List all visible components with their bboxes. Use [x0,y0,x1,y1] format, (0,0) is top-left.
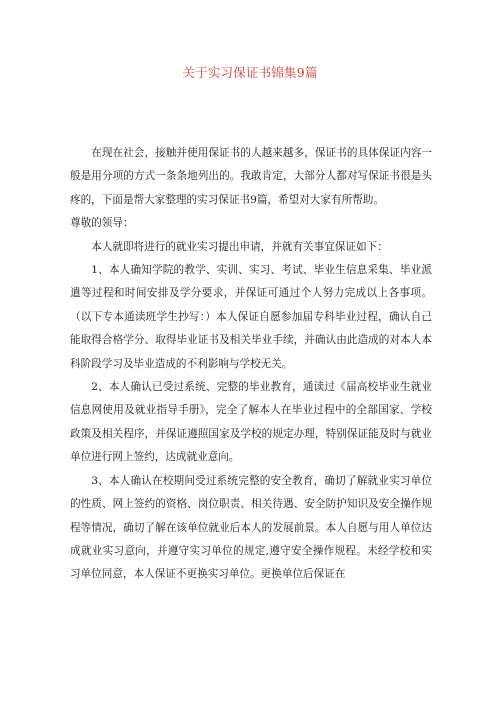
paragraph: 2、本人确认已受过系统、完整的毕业教育，通读过《届高校毕业生就业信息网使用及就业指导手册》，完全了解本人在毕业过程中的全部国家、学校政策及相关程序，并保证遵照国家及学校的规定办理，特别保证能及时与就业单位进行网上签约，达成就业意向。 [70,381,432,464]
paragraph: 本人就即将进行的就业实习提出申请，并就有关事宜保证如下： [91,240,388,253]
document-body [70,142,432,587]
document-title: 关于实习保证书锦集9篇 [182,65,318,80]
paragraph: 3、本人确认在校期间受过系统完整的安全教育，确切了解就业实习单位的性质、网上签约的资格、岗位职责、相关待遇、安全防护知识及安全操作规程等情况，确切了解在该单位就业后本人的发展前景。本人自愿与用人单位达成就业实习意向，并遵守实习单位的规定,遵守安全操作规程。未经学校和实习单位同意，本人保证不更换实习单位。更换单位后保证在 [70,474,432,581]
paragraph: 1、本人确知学院的教学、实训、实习、考试、毕业生信息采集、毕业派遣等过程和时间安排及学分要求，并保证可通过个人努力完成以上各事项。（以下专本通读班学生抄写：）本人保证自愿参加届专科毕业过程，确认自己能取得合格学分、取得毕业证书及相关毕业手续，并确认由此造成的对本人本科阶段学习及毕业造成的不利影响与学校无关。 [70,264,432,370]
salutation: 尊敬的领导： [70,217,134,230]
paragraph: 在现在社会，接触并使用保证书的人越来越多，保证书的具体保证内容一般是用分项的方式一条条地列出的。我敢肯定，大部分人都对写保证书很是头疼的，下面是帮大家整理的实习保证书9篇，希望对大家有所帮助。 [70,147,432,206]
